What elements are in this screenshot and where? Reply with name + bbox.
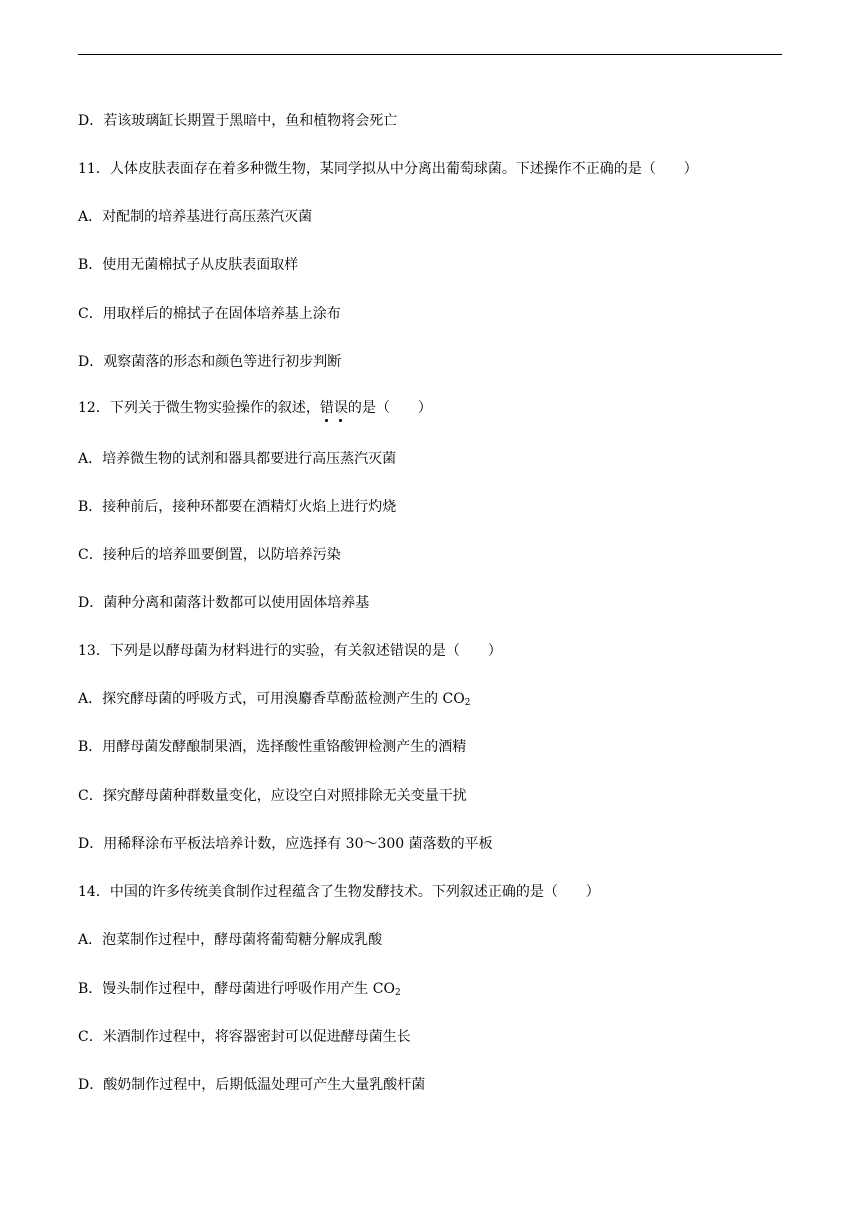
q12-stem-prefix: 12．下列关于微生物实验操作的叙述，: [78, 400, 320, 416]
q12-stem-suffix: 的是（ ）: [347, 400, 432, 416]
q12-option-a: A．培养微生物的试剂和器具都要进行高压蒸汽灭菌: [78, 451, 397, 467]
q12-emphasis-char-2: 误: [333, 400, 348, 416]
q13-option-d: D．用稀释涂布平板法培养计数，应选择有 30～300 菌落数的平板: [78, 836, 493, 852]
q10-option-d: D．若该玻璃缸长期置于黑暗中，鱼和植物将会死亡: [78, 113, 398, 129]
q14-option-b-text: B．馒头制作过程中，酵母菌进行呼吸作用产生 CO: [78, 981, 395, 997]
q12-stem: [78, 398, 432, 418]
q14-option-b-subscript: 2: [394, 988, 401, 998]
q12-option-d: D．菌种分离和菌落计数都可以使用固体培养基: [78, 595, 370, 611]
q11-option-d: D．观察菌落的形态和颜色等进行初步判断: [78, 354, 342, 370]
header-rule: [78, 54, 782, 55]
q13-option-a-text: A．探究酵母菌的呼吸方式，可用溴麝香草酚蓝检测产生的 CO: [78, 691, 465, 707]
q14-option-a: A．泡菜制作过程中，酵母菌将葡萄糖分解成乳酸: [78, 932, 383, 948]
q14-option-b: [78, 979, 401, 999]
q14-option-d: D．酸奶制作过程中，后期低温处理可产生大量乳酸杆菌: [78, 1077, 426, 1093]
q14-stem: 14．中国的许多传统美食制作过程蕴含了生物发酵技术。下列叙述正确的是（ ）: [78, 884, 600, 900]
q11-stem: 11．人体皮肤表面存在着多种微生物，某同学拟从中分离出葡萄球菌。下述操作不正确的是（ ）: [78, 161, 698, 177]
q11-option-c: C．用取样后的棉拭子在固体培养基上涂布: [78, 306, 341, 322]
q12-option-b: B．接种前后，接种环都要在酒精灯火焰上进行灼烧: [78, 499, 397, 515]
q12-emphasis-char-1: 错: [319, 400, 334, 416]
q13-option-a-subscript: 2: [464, 698, 471, 708]
q11-option-a: A．对配制的培养基进行高压蒸汽灭菌: [78, 209, 313, 225]
q13-option-a: [78, 689, 470, 709]
q11-option-b: B．使用无菌棉拭子从皮肤表面取样: [78, 257, 299, 273]
q14-option-c: C．米酒制作过程中，将容器密封可以促进酵母菌生长: [78, 1029, 411, 1045]
q13-stem: 13．下列是以酵母菌为材料进行的实验，有关叙述错误的是（ ）: [78, 643, 502, 659]
q13-option-b: B．用酵母菌发酵酿制果酒，选择酸性重铬酸钾检测产生的酒精: [78, 739, 467, 755]
q13-option-c: C．探究酵母菌种群数量变化，应设空白对照排除无关变量干扰: [78, 788, 467, 804]
q12-option-c: C．接种后的培养皿要倒置，以防培养污染: [78, 547, 341, 563]
